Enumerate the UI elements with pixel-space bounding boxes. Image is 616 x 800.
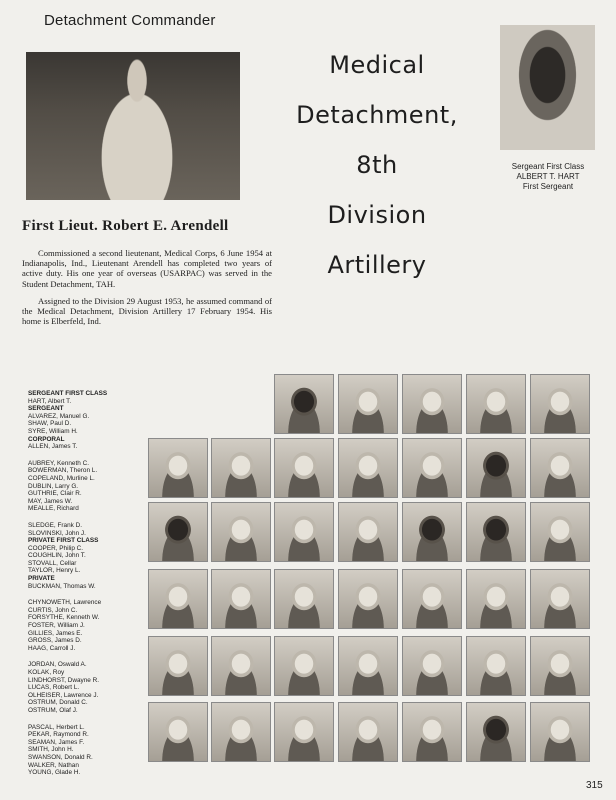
portrait xyxy=(530,438,590,498)
roster-name: SLOVINSKI, John J. xyxy=(28,529,86,537)
roster-group-e xyxy=(28,724,148,777)
roster-group-b xyxy=(28,522,148,537)
portrait xyxy=(274,636,334,696)
portrait xyxy=(402,374,462,434)
portrait xyxy=(148,438,208,498)
roster-name: CURTIS, John C. xyxy=(28,606,78,614)
detachment-commander-label: Detachment Commander xyxy=(44,12,216,29)
roster-name: STOVALL, Cellar xyxy=(28,559,77,567)
rank-heading-pvt: PRIVATE xyxy=(28,575,55,583)
roster-name: MAY, James W. xyxy=(28,497,73,505)
roster-name: SYRE, William H. xyxy=(28,427,78,435)
rank-heading-cpl: CORPORAL xyxy=(28,435,65,443)
portrait xyxy=(530,702,590,762)
portrait xyxy=(338,702,398,762)
roster-name: CHYNOWETH, Lawrence xyxy=(28,599,102,607)
title-line-2: Detachment, xyxy=(296,101,458,129)
roster-name: SEAMAN, James F. xyxy=(28,738,85,746)
roster-name: DUBLIN, Larry G. xyxy=(28,482,79,490)
portrait xyxy=(466,569,526,629)
commander-bio xyxy=(22,248,272,333)
roster-group-c xyxy=(28,599,148,652)
roster-name: GILLIES, James E. xyxy=(28,629,83,637)
roster-group-pvt xyxy=(28,575,148,590)
portrait xyxy=(274,438,334,498)
portrait xyxy=(466,374,526,434)
title-line-5: Artillery xyxy=(327,251,427,279)
title-line-1: Medical xyxy=(329,51,425,79)
roster-group-cpl xyxy=(28,436,148,451)
rank-heading-pfc: PRIVATE FIRST CLASS xyxy=(28,537,99,545)
roster-name: JORDAN, Oswald A. xyxy=(28,661,87,669)
roster-name: MEALLE, Richard xyxy=(28,505,79,513)
roster-name: HAAG, Carroll J. xyxy=(28,644,76,652)
roster-name: SHAW, Paul D. xyxy=(28,420,72,428)
rank-heading-sgt: SERGEANT xyxy=(28,405,64,413)
portrait xyxy=(338,438,398,498)
roster-group-sfc xyxy=(28,390,148,405)
roster-name: HART, Albert T. xyxy=(28,397,72,405)
commander-name: First Lieut. Robert E. Arendell xyxy=(22,218,229,234)
roster-name: LUCAS, Robert L. xyxy=(28,684,80,692)
portrait xyxy=(530,636,590,696)
roster-name: LINDHORST, Dwayne R. xyxy=(28,676,100,684)
page-number: 315 xyxy=(586,780,603,791)
portrait-grid xyxy=(148,374,588,764)
portrait xyxy=(211,702,271,762)
title-line-3: 8th xyxy=(356,151,398,179)
roster-group-d xyxy=(28,661,148,714)
roster-name: GROSS, James D. xyxy=(28,637,82,645)
sergeant-name: ALBERT T. HART xyxy=(516,172,580,181)
portrait xyxy=(211,438,271,498)
roster-name: BOWERMAN, Theron L. xyxy=(28,467,98,475)
portrait xyxy=(402,438,462,498)
portrait xyxy=(148,569,208,629)
roster-name: COUGHLIN, John T. xyxy=(28,552,86,560)
portrait xyxy=(338,569,398,629)
roster-name: PASCAL, Herbert L. xyxy=(28,723,85,731)
portrait xyxy=(402,569,462,629)
portrait xyxy=(466,636,526,696)
roster-name: COOPER, Philip C. xyxy=(28,544,84,552)
roster-name: OSTRUM, Olaf J. xyxy=(28,706,78,714)
portrait xyxy=(530,502,590,562)
page-title xyxy=(292,40,462,290)
portrait xyxy=(211,502,271,562)
roster-name: PEKAR, Raymond R. xyxy=(28,731,89,739)
commander-bio-paragraph-2: Assigned to the Division 29 August 1953, he assumed command of the Medical Detachment, Division Artillery 17 February 1954. His home is Elberfeld, Ind. xyxy=(22,295,272,327)
portrait xyxy=(211,636,271,696)
portrait xyxy=(466,702,526,762)
roster-name: TAYLOR, Henry L. xyxy=(28,567,81,575)
roster-name: FORSYTHE, Kenneth W. xyxy=(28,614,100,622)
roster-name: SWANSON, Donald R. xyxy=(28,753,93,761)
portrait xyxy=(148,502,208,562)
sergeant-rank: Sergeant First Class xyxy=(511,162,585,171)
portrait xyxy=(402,502,462,562)
portrait xyxy=(338,502,398,562)
portrait xyxy=(148,702,208,762)
portrait xyxy=(274,569,334,629)
commander-figure xyxy=(82,58,192,200)
roster-name: ALLEN, James T. xyxy=(28,443,78,451)
portrait xyxy=(466,502,526,562)
commander-bio-paragraph-1: Commissioned a second lieutenant, Medical Corps, 6 June 1954 at Indianapolis, Ind., Lieutenant Arendell has completed two years of active duty. His one year of overseas (USARPAC) was served in the Student Detachment, TAH. xyxy=(22,248,272,289)
roster-group-pfc xyxy=(28,537,148,575)
roster-name: AUBREY, Kenneth C. xyxy=(28,459,89,467)
portrait xyxy=(530,569,590,629)
rank-heading-sfc: SERGEANT FIRST CLASS xyxy=(28,390,108,397)
sergeant-role: First Sergeant xyxy=(522,182,574,191)
portrait xyxy=(274,502,334,562)
roster-name: COPELAND, Murline L. xyxy=(28,474,95,482)
roster-name: GUTHRIE, Clair R. xyxy=(28,490,82,498)
first-sergeant-caption xyxy=(496,162,600,192)
portrait xyxy=(274,374,334,434)
roster-name: OSTRUM, Donald C. xyxy=(28,699,88,707)
roster-name: KOLAK, Roy xyxy=(28,669,65,676)
roster-name: ALVAREZ, Manuel G. xyxy=(28,412,90,420)
portrait xyxy=(402,636,462,696)
portrait xyxy=(338,374,398,434)
portrait xyxy=(338,636,398,696)
roster-group-a xyxy=(28,460,148,513)
roster-name: FOSTER, William J. xyxy=(28,622,85,630)
portrait xyxy=(402,702,462,762)
portrait xyxy=(530,374,590,434)
portrait xyxy=(466,438,526,498)
title-line-4: Division xyxy=(327,201,427,229)
first-sergeant-photo xyxy=(500,25,595,150)
roster-name: YOUNG, Glade H. xyxy=(28,769,81,777)
roster-name: WALKER, Nathan xyxy=(28,761,79,769)
portrait xyxy=(148,636,208,696)
roster-name: SMITH, John H. xyxy=(28,746,74,754)
portrait xyxy=(211,569,271,629)
roster-name: SLEDGE, Frank D. xyxy=(28,521,82,529)
roster-list xyxy=(28,390,148,777)
roster-group-sgt xyxy=(28,405,148,435)
roster-name: BUCKMAN, Thomas W. xyxy=(28,582,96,590)
portrait xyxy=(274,702,334,762)
roster-name: OLHEISER, Lawrence J. xyxy=(28,691,99,699)
